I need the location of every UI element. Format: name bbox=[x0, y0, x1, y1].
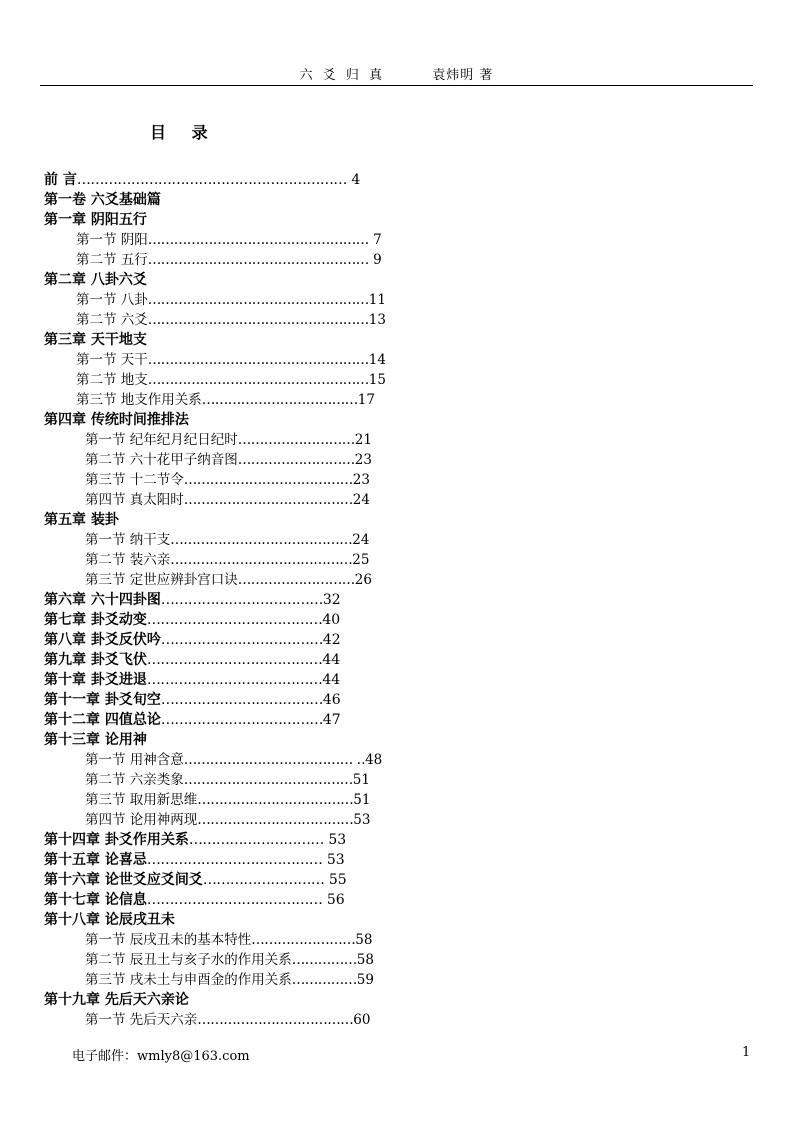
header-rule bbox=[40, 85, 753, 86]
toc-leader-dots: ………………………………… bbox=[146, 612, 323, 628]
toc-leader-dots: ………………………………… bbox=[146, 852, 323, 868]
toc-entry-label: 第十九章 先后天六亲论 bbox=[44, 992, 189, 1008]
toc-page-number: 14 bbox=[368, 352, 386, 368]
toc-entry-label: 第三节 戌未土与申酉金的作用关系 bbox=[85, 972, 292, 988]
toc-page-number: 24 bbox=[352, 492, 370, 508]
toc-page-number: 51 bbox=[352, 772, 370, 788]
toc-leader-dots: …………………………………… bbox=[170, 552, 353, 568]
toc-chapter-entry[interactable] bbox=[44, 830, 346, 850]
toc-section-entry[interactable] bbox=[85, 930, 372, 950]
toc-leader-dots: ……………………………… bbox=[160, 692, 323, 708]
toc-section-entry[interactable] bbox=[85, 810, 370, 830]
toc-chapter-entry[interactable] bbox=[44, 330, 147, 350]
toc-section-entry[interactable] bbox=[85, 470, 370, 490]
toc-section-entry[interactable] bbox=[85, 450, 372, 470]
toc-entry-label: 第六章 六十四卦图 bbox=[44, 592, 161, 608]
toc-section-entry[interactable] bbox=[85, 970, 374, 990]
toc-entry-label: 第二节 六爻 bbox=[76, 312, 148, 328]
toc-leader-dots: …………………… bbox=[251, 932, 356, 948]
toc-section-entry[interactable] bbox=[85, 950, 374, 970]
toc-chapter-entry[interactable] bbox=[44, 910, 175, 930]
toc-page-number: 53 bbox=[353, 812, 371, 828]
toc-chapter-entry[interactable] bbox=[44, 730, 147, 750]
toc-section-entry[interactable] bbox=[76, 370, 386, 390]
toc-entry-label: 第四节 论用神两现 bbox=[85, 812, 198, 828]
toc-section-entry[interactable] bbox=[76, 230, 382, 250]
toc-section-entry[interactable] bbox=[85, 490, 370, 510]
toc-page-number: 47 bbox=[322, 712, 341, 728]
toc-page-number: 46 bbox=[322, 692, 341, 708]
toc-leader-dots: ……………………………… bbox=[160, 632, 323, 648]
toc-page-number: 51 bbox=[353, 792, 371, 808]
toc-leader-dots: ……………………………… bbox=[160, 592, 323, 608]
toc-entry-label: 第十章 卦爻进退 bbox=[44, 672, 147, 688]
toc-leader-dots: ……………………… bbox=[237, 572, 355, 588]
toc-entry-label: 第三节 取用新思维 bbox=[85, 792, 198, 808]
toc-page-number: 21 bbox=[354, 432, 372, 448]
toc-section-entry[interactable] bbox=[85, 770, 370, 790]
toc-leader-dots: …………………………………………… bbox=[147, 372, 369, 388]
toc-section-entry[interactable] bbox=[76, 350, 386, 370]
toc-leader-dots: …………… bbox=[291, 952, 357, 968]
toc-entry-label: 第二节 地支 bbox=[76, 372, 148, 388]
toc-section-entry[interactable] bbox=[76, 390, 375, 410]
toc-page-number: 53 bbox=[322, 852, 345, 868]
toc-section-entry[interactable] bbox=[85, 790, 370, 810]
toc-chapter-entry[interactable] bbox=[44, 630, 341, 650]
toc-leader-dots: …………………………………………… bbox=[147, 312, 369, 328]
toc-leader-dots: …………………………………… bbox=[170, 532, 353, 548]
toc-section-entry[interactable] bbox=[85, 750, 382, 770]
toc-entry-label: 第二节 五行 bbox=[76, 252, 148, 268]
page-number: 1 bbox=[742, 1045, 751, 1060]
toc-section-entry[interactable] bbox=[85, 430, 372, 450]
toc-leader-dots: ………………………………… ‥ bbox=[183, 752, 366, 768]
toc-page-number: 23 bbox=[352, 472, 370, 488]
toc-entry-label: 第一卷 六爻基础篇 bbox=[44, 192, 161, 208]
toc-entry-label: 第十一章 卦爻旬空 bbox=[44, 692, 161, 708]
toc-leader-dots: ………………………………… bbox=[146, 652, 323, 668]
toc-section-entry[interactable] bbox=[76, 290, 386, 310]
toc-leader-dots: ………………………………… bbox=[183, 492, 353, 508]
toc-entry-label: 第四节 真太阳时 bbox=[85, 492, 184, 508]
toc-leader-dots: …………………………………………… bbox=[147, 292, 369, 308]
toc-leader-dots: …………… bbox=[291, 972, 357, 988]
toc-entry-label: 第二节 辰丑土与亥子水的作用关系 bbox=[85, 952, 292, 968]
book-title: 六 爻 归 真 bbox=[299, 68, 386, 83]
toc-entry-label: 第十八章 论辰戌丑未 bbox=[44, 912, 175, 928]
toc-entry-label: 第三节 地支作用关系 bbox=[76, 392, 202, 408]
toc-chapter-entry[interactable] bbox=[44, 670, 340, 690]
toc-page-number: 4 bbox=[346, 172, 361, 188]
toc-leader-dots: ……………………………… bbox=[197, 1012, 354, 1028]
toc-page-number: 48 bbox=[365, 752, 383, 768]
toc-entry-label: 第一节 纪年纪月纪日纪时 bbox=[85, 432, 238, 448]
toc-entry-label: 第九章 卦爻飞伏 bbox=[44, 652, 147, 668]
toc-section-entry[interactable] bbox=[76, 250, 382, 270]
toc-chapter-entry[interactable] bbox=[44, 650, 340, 670]
toc-page-number: 42 bbox=[322, 632, 341, 648]
toc-chapter-entry[interactable] bbox=[44, 990, 189, 1010]
toc-page-number: 44 bbox=[322, 672, 341, 688]
toc-entry-label: 第一节 辰戌丑未的基本特性 bbox=[85, 932, 252, 948]
toc-entry-label: 第十七章 论信息 bbox=[44, 892, 147, 908]
toc-chapter-entry[interactable] bbox=[44, 170, 360, 190]
toc-page-number: 17 bbox=[357, 392, 375, 408]
toc-leader-dots: …………………………………………… bbox=[147, 352, 369, 368]
toc-entry-label: 第一节 纳干支 bbox=[85, 532, 171, 548]
toc-page-number: 11 bbox=[368, 292, 386, 308]
toc-section-entry[interactable] bbox=[85, 530, 369, 550]
toc-leader-dots: ……………………………… bbox=[201, 392, 358, 408]
toc-entry-label: 第二节 六亲类象 bbox=[85, 772, 184, 788]
toc-page-number: 59 bbox=[356, 972, 374, 988]
toc-page-number: 9 bbox=[368, 252, 382, 268]
toc-section-entry[interactable] bbox=[85, 570, 372, 590]
toc-page-number: 7 bbox=[368, 232, 382, 248]
toc-chapter-entry[interactable] bbox=[44, 510, 119, 530]
toc-chapter-entry[interactable] bbox=[44, 710, 341, 730]
toc-leader-dots: …………………………………………… bbox=[147, 232, 369, 248]
toc-leader-dots: …………………………………………………… bbox=[76, 172, 347, 188]
toc-entry-label: 第二章 八卦六爻 bbox=[44, 272, 147, 288]
toc-page-number: 60 bbox=[353, 1012, 371, 1028]
toc-chapter-entry[interactable] bbox=[44, 890, 345, 910]
toc-entry-label: 第十五章 论喜忌 bbox=[44, 852, 147, 868]
toc-page-number: 25 bbox=[352, 552, 370, 568]
toc-chapter-entry[interactable] bbox=[44, 610, 340, 630]
toc-entry-label: 第一节 用神含意 bbox=[85, 752, 184, 768]
toc-leader-dots: ……………………… bbox=[202, 872, 325, 888]
toc-leader-dots: ………………………………… bbox=[146, 892, 323, 908]
toc-page-number: 44 bbox=[322, 652, 341, 668]
toc-leader-dots: ………………………………… bbox=[146, 672, 323, 688]
toc-chapter-entry[interactable] bbox=[44, 850, 345, 870]
toc-page-number: 32 bbox=[322, 592, 341, 608]
toc-section-entry[interactable] bbox=[85, 1010, 370, 1030]
toc-page-number: 56 bbox=[322, 892, 345, 908]
toc-page-number: 26 bbox=[354, 572, 372, 588]
toc-chapter-entry[interactable] bbox=[44, 210, 147, 230]
toc-leader-dots: …………………………………………… bbox=[147, 252, 369, 268]
toc-entry-label: 第四章 传统时间推排法 bbox=[44, 412, 189, 428]
toc-page-number: 55 bbox=[324, 872, 347, 888]
toc-entry-label: 第二节 装六亲 bbox=[85, 552, 171, 568]
toc-entry-label: 第三节 定世应辨卦宫口诀 bbox=[85, 572, 238, 588]
toc-chapter-entry[interactable] bbox=[44, 270, 147, 290]
toc-leader-dots: ……………………………… bbox=[197, 792, 354, 808]
toc-leader-dots: ……………………………… bbox=[160, 712, 323, 728]
toc-entry-label: 第一节 先后天六亲 bbox=[85, 1012, 198, 1028]
toc-entry-label: 第十三章 论用神 bbox=[44, 732, 147, 748]
toc-leader-dots: ………………………… bbox=[188, 832, 324, 848]
toc-entry-label: 第十二章 四值总论 bbox=[44, 712, 161, 728]
toc-title: 目 录 bbox=[150, 123, 218, 142]
toc-entry-label: 第一节 阴阳 bbox=[76, 232, 148, 248]
toc-leader-dots: ……………………… bbox=[237, 432, 355, 448]
toc-chapter-entry[interactable] bbox=[44, 410, 189, 430]
toc-entry-label: 第七章 卦爻动变 bbox=[44, 612, 147, 628]
toc-page-number: 40 bbox=[322, 612, 341, 628]
toc-entry-label: 第八章 卦爻反伏吟 bbox=[44, 632, 161, 648]
toc-entry-label: 第一节 天干 bbox=[76, 352, 148, 368]
toc-leader-dots: ……………………… bbox=[237, 452, 355, 468]
toc-page-number: 13 bbox=[368, 312, 386, 328]
toc-entry-label: 前 言 bbox=[44, 172, 77, 188]
toc-chapter-entry[interactable] bbox=[44, 190, 161, 210]
toc-page-number: 58 bbox=[355, 932, 373, 948]
toc-entry-label: 第三章 天干地支 bbox=[44, 332, 147, 348]
toc-entry-label: 第五章 装卦 bbox=[44, 512, 119, 528]
toc-chapter-entry[interactable] bbox=[44, 870, 347, 890]
toc-section-entry[interactable] bbox=[76, 310, 386, 330]
book-author: 袁炜明 著 bbox=[432, 68, 494, 83]
toc-page-number: 58 bbox=[356, 952, 374, 968]
toc-entry-label: 第一章 阴阳五行 bbox=[44, 212, 147, 228]
toc-leader-dots: ………………………………… bbox=[183, 772, 353, 788]
toc-chapter-entry[interactable] bbox=[44, 590, 341, 610]
toc-entry-label: 第三节 十二节令 bbox=[85, 472, 184, 488]
toc-page-number: 15 bbox=[368, 372, 386, 388]
toc-leader-dots: ………………………………… bbox=[183, 472, 353, 488]
toc-section-entry[interactable] bbox=[85, 550, 369, 570]
page-header bbox=[40, 64, 753, 86]
toc-page-number: 24 bbox=[352, 532, 370, 548]
toc-page-number: 53 bbox=[323, 832, 347, 848]
toc-entry-label: 第十六章 论世爻应爻间爻 bbox=[44, 872, 203, 888]
toc-leader-dots: ……………………………… bbox=[197, 812, 354, 828]
toc-chapter-entry[interactable] bbox=[44, 690, 341, 710]
toc-entry-label: 第二节 六十花甲子纳音图 bbox=[85, 452, 238, 468]
footer-email: 电子邮件：wmly8@163.com bbox=[72, 1049, 250, 1064]
toc-page-number: 23 bbox=[354, 452, 372, 468]
toc-entry-label: 第十四章 卦爻作用关系 bbox=[44, 832, 189, 848]
toc-entry-label: 第一节 八卦 bbox=[76, 292, 148, 308]
